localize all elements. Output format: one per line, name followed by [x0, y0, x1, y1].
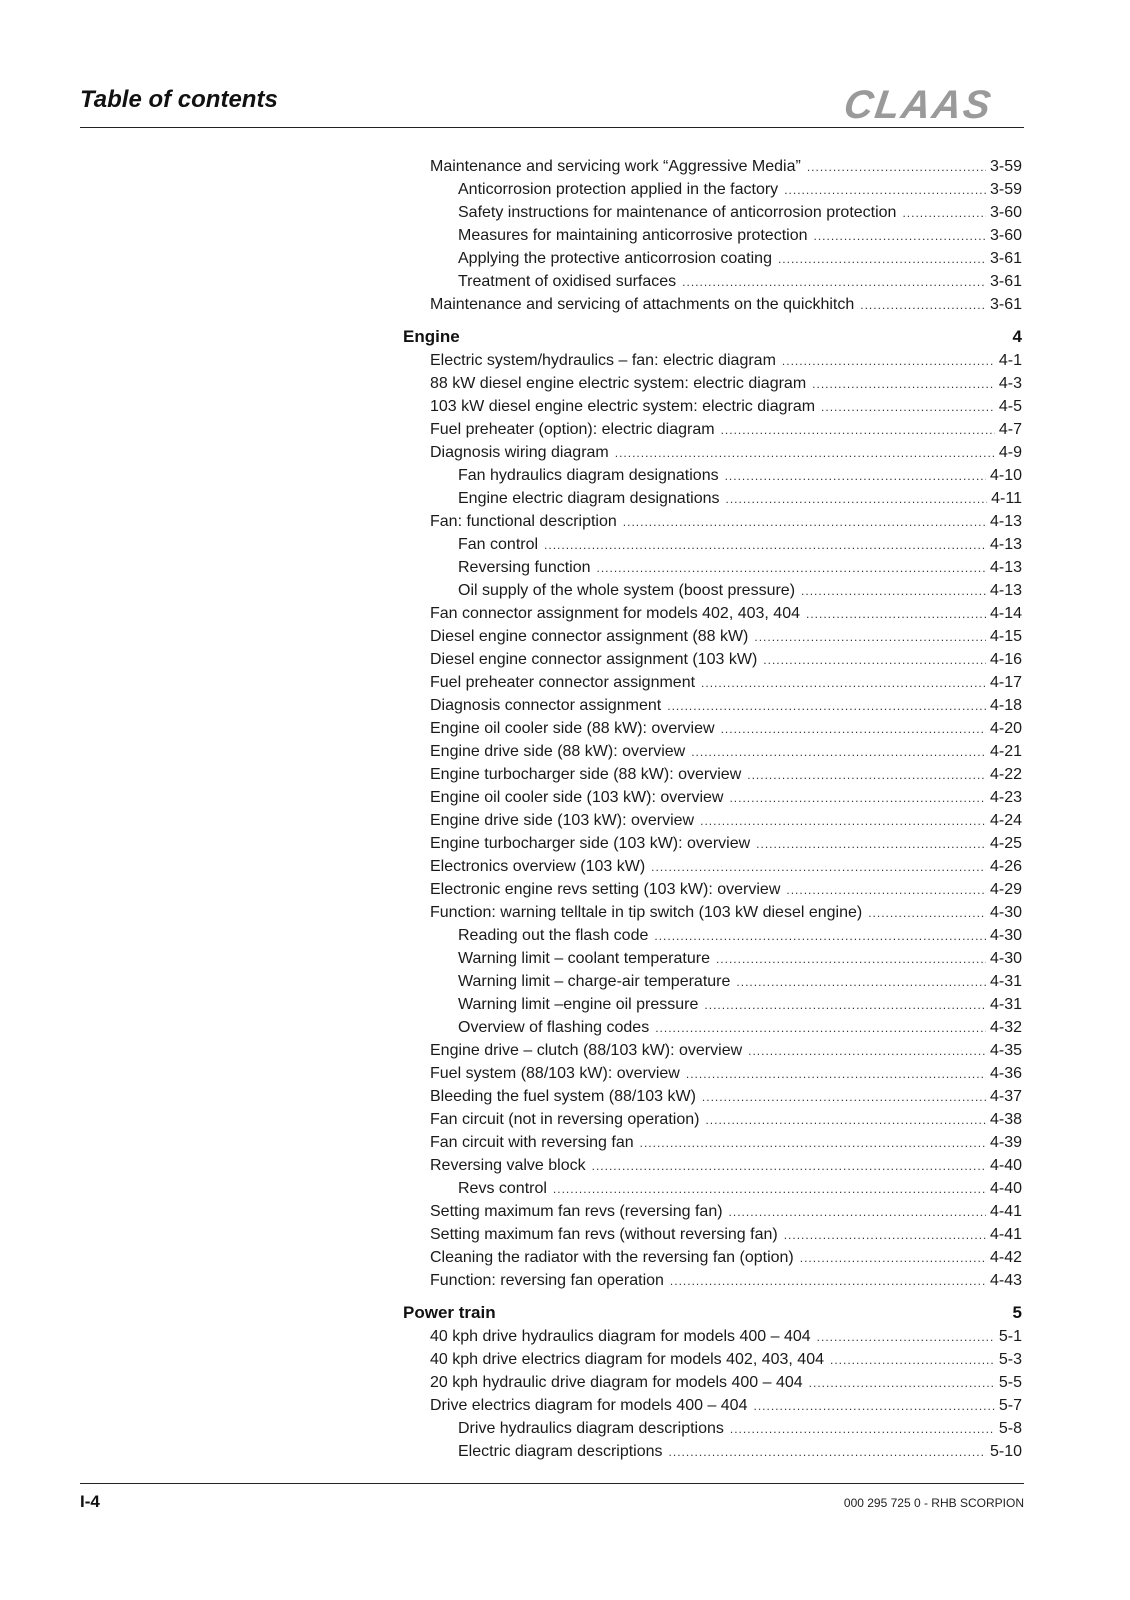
dot-leader [669, 1441, 986, 1463]
toc-entry[interactable] [403, 464, 1022, 487]
entry-page: 4-38 [989, 1111, 1022, 1128]
toc-entry[interactable] [403, 717, 1022, 740]
entry-page: 3-61 [989, 273, 1022, 290]
toc-entry[interactable] [403, 1417, 1022, 1440]
entry-title: Fuel system (88/103 kW): overview [430, 1065, 680, 1082]
dot-leader [736, 971, 986, 993]
entry-title: Reversing valve block [430, 1157, 586, 1174]
entry-page: 4-10 [989, 467, 1022, 484]
toc-entry[interactable] [403, 1223, 1022, 1246]
dot-leader [786, 879, 986, 901]
entry-page: 4-30 [989, 950, 1022, 967]
entry-page: 4-36 [989, 1065, 1022, 1082]
toc-entry[interactable] [403, 993, 1022, 1016]
toc-entry[interactable] [403, 694, 1022, 717]
section-title: Power train [403, 1303, 496, 1322]
entry-title: Fuel preheater connector assignment [430, 674, 696, 691]
entry-title: Function: warning telltale in tip switch (103 kW diesel engine) [430, 904, 863, 921]
entry-page: 4-35 [989, 1042, 1022, 1059]
entry-page: 4-39 [989, 1134, 1022, 1151]
entry-title: Reading out the flash code [458, 927, 649, 944]
dot-leader [716, 948, 986, 970]
entry-page: 4-25 [989, 835, 1022, 852]
dot-leader [597, 557, 986, 579]
toc-entry[interactable] [403, 556, 1022, 579]
entry-page: 4-31 [989, 973, 1022, 990]
entry-title: Electric system/hydraulics – fan: electric diagram [430, 352, 776, 369]
entry-title: 40 kph drive hydraulics diagram for models 400 – 404 [430, 1328, 811, 1345]
dot-leader [784, 179, 986, 201]
entry-page: 4-13 [989, 582, 1022, 599]
section-page: 4 [1012, 327, 1022, 346]
dot-leader [725, 488, 987, 510]
dot-leader [623, 511, 986, 533]
toc-section-heading [403, 1300, 1022, 1325]
toc-entry[interactable] [403, 625, 1022, 648]
dot-leader [700, 810, 986, 832]
page-title: Table of contents [80, 86, 278, 113]
dot-leader [756, 833, 986, 855]
entry-page: 4-14 [989, 605, 1022, 622]
dot-leader [753, 1395, 994, 1417]
toc-entry[interactable] [403, 924, 1022, 947]
dot-leader [782, 350, 995, 372]
toc-entry[interactable] [403, 1016, 1022, 1039]
entry-page: 3-60 [989, 204, 1022, 221]
entry-page: 4-40 [989, 1180, 1022, 1197]
entry-page: 5-10 [989, 1443, 1022, 1460]
entry-page: 4-20 [989, 720, 1022, 737]
entry-title: Engine oil cooler side (103 kW): overview [430, 789, 724, 806]
entry-title: Warning limit – charge-air temperature [458, 973, 731, 990]
toc-entry[interactable] [403, 1200, 1022, 1223]
entry-page: 4-3 [998, 375, 1022, 392]
toc-entry[interactable] [403, 602, 1022, 625]
dot-leader [763, 649, 986, 671]
entry-page: 4-29 [989, 881, 1022, 898]
entry-page: 4-40 [989, 1157, 1022, 1174]
entry-title: Engine oil cooler side (88 kW): overview [430, 720, 715, 737]
toc-entry[interactable] [403, 372, 1022, 395]
dot-leader [902, 202, 986, 224]
dot-leader [817, 1326, 995, 1348]
toc-entry[interactable] [403, 247, 1022, 270]
dot-leader [754, 626, 986, 648]
entry-page: 4-42 [989, 1249, 1022, 1266]
entry-title: Applying the protective anticorrosion coating [458, 250, 772, 267]
dot-leader [721, 718, 986, 740]
entry-title: Fan connector assignment for models 402, 403, 404 [430, 605, 800, 622]
entry-title: 20 kph hydraulic drive diagram for models 400 – 404 [430, 1374, 803, 1391]
entry-title: Engine turbocharger side (103 kW): overview [430, 835, 751, 852]
entry-page: 3-60 [989, 227, 1022, 244]
entry-title: Drive hydraulics diagram descriptions [458, 1420, 724, 1437]
entry-page: 5-7 [998, 1397, 1022, 1414]
toc-entry[interactable] [403, 1371, 1022, 1394]
dot-leader [651, 856, 986, 878]
toc-entry[interactable] [403, 740, 1022, 763]
dot-leader [778, 248, 986, 270]
dot-leader [821, 396, 995, 418]
entry-title: Setting maximum fan revs (reversing fan) [430, 1203, 723, 1220]
entry-page: 4-41 [989, 1226, 1022, 1243]
entry-title: Diagnosis connector assignment [430, 697, 662, 714]
entry-title: Function: reversing fan operation [430, 1272, 664, 1289]
entry-page: 4-43 [989, 1272, 1022, 1289]
entry-title: Engine electric diagram designations [458, 490, 720, 507]
entry-page: 5-5 [998, 1374, 1022, 1391]
toc-entry[interactable] [403, 855, 1022, 878]
toc-entry[interactable] [403, 1348, 1022, 1371]
entry-title: Warning limit – coolant temperature [458, 950, 710, 967]
entry-title: Electronic engine revs setting (103 kW): overview [430, 881, 781, 898]
toc-entry[interactable] [403, 786, 1022, 809]
entry-title: Bleeding the fuel system (88/103 kW) [430, 1088, 696, 1105]
entry-title: Fan control [458, 536, 539, 553]
brand-logo: CLAAS [841, 83, 996, 127]
entry-title: Fan hydraulics diagram designations [458, 467, 719, 484]
entry-title: Fan: functional description [430, 513, 617, 530]
toc-entry[interactable] [403, 1154, 1022, 1177]
entry-title: Maintenance and servicing work “Aggressive Media” [430, 158, 801, 175]
dot-leader [801, 580, 986, 602]
dot-leader [747, 764, 986, 786]
toc-entry[interactable] [403, 293, 1022, 316]
entry-title: Anticorrosion protection applied in the factory [458, 181, 779, 198]
entry-title: Electronics overview (103 kW) [430, 858, 646, 875]
toc-entry[interactable] [403, 1269, 1022, 1292]
entry-page: 4-5 [998, 398, 1022, 415]
dot-leader [730, 1418, 995, 1440]
entry-page: 4-26 [989, 858, 1022, 875]
entry-page: 4-22 [989, 766, 1022, 783]
toc-entry[interactable] [403, 1325, 1022, 1348]
toc-entry[interactable] [403, 832, 1022, 855]
toc-entry[interactable] [403, 970, 1022, 993]
dot-leader [544, 534, 986, 556]
dot-leader [784, 1224, 986, 1246]
toc-entry[interactable] [403, 671, 1022, 694]
dot-leader [682, 271, 986, 293]
entry-title: Warning limit –engine oil pressure [458, 996, 699, 1013]
toc-entry[interactable] [403, 579, 1022, 602]
entry-page: 4-16 [989, 651, 1022, 668]
toc-entry[interactable] [403, 1131, 1022, 1154]
entry-page: 3-61 [989, 296, 1022, 313]
entry-title: Drive electrics diagram for models 400 – 404 [430, 1397, 748, 1414]
entry-title: Cleaning the radiator with the reversing fan (option) [430, 1249, 794, 1266]
entry-title: Reversing function [458, 559, 591, 576]
toc-entry[interactable] [403, 1039, 1022, 1062]
entry-page: 4-11 [991, 490, 1022, 507]
toc-entry[interactable] [403, 1246, 1022, 1269]
dot-leader [860, 294, 986, 316]
entry-page: 4-37 [989, 1088, 1022, 1105]
entry-page: 4-41 [989, 1203, 1022, 1220]
entry-page: 4-17 [989, 674, 1022, 691]
entry-title: Engine turbocharger side (88 kW): overview [430, 766, 742, 783]
entry-title: Revs control [458, 1180, 547, 1197]
entry-title: 88 kW diesel engine electric system: electric diagram [430, 375, 807, 392]
entry-title: Electric diagram descriptions [458, 1443, 663, 1460]
entry-page: 4-9 [998, 444, 1022, 461]
entry-title: Maintenance and servicing of attachments on the quickhitch [430, 296, 855, 313]
dot-leader [725, 465, 986, 487]
toc-entry[interactable] [403, 270, 1022, 293]
entry-page: 5-3 [998, 1351, 1022, 1368]
header-divider [80, 127, 1024, 128]
toc-entry[interactable] [403, 155, 1022, 178]
entry-page: 5-1 [998, 1328, 1022, 1345]
entry-page: 4-13 [989, 536, 1022, 553]
toc-entry[interactable] [403, 1108, 1022, 1131]
toc-entry[interactable] [403, 178, 1022, 201]
toc-entry[interactable] [403, 1085, 1022, 1108]
toc-entry[interactable] [403, 878, 1022, 901]
section-title: Engine [403, 327, 460, 346]
section-page: 5 [1012, 1303, 1022, 1322]
entry-title: Safety instructions for maintenance of anticorrosion protection [458, 204, 897, 221]
entry-page: 4-32 [989, 1019, 1022, 1036]
dot-leader [686, 1063, 986, 1085]
entry-page: 4-21 [989, 743, 1022, 760]
entry-title: Engine drive side (88 kW): overview [430, 743, 686, 760]
dot-leader [748, 1040, 986, 1062]
dot-leader [615, 442, 995, 464]
toc-entry[interactable] [403, 763, 1022, 786]
toc-entry[interactable] [403, 201, 1022, 224]
entry-page: 4-18 [989, 697, 1022, 714]
dot-leader [655, 1017, 986, 1039]
dot-leader [670, 1270, 986, 1292]
toc-section-heading [403, 324, 1022, 349]
toc-entry[interactable] [403, 487, 1022, 510]
toc-entry[interactable] [403, 441, 1022, 464]
dot-leader [691, 741, 986, 763]
dot-leader [729, 1201, 986, 1223]
table-of-contents [403, 155, 1022, 1463]
entry-title: 40 kph drive electrics diagram for models 402, 403, 404 [430, 1351, 824, 1368]
entry-page: 4-15 [989, 628, 1022, 645]
entry-title: 103 kW diesel engine electric system: electric diagram [430, 398, 816, 415]
entry-title: Overview of flashing codes [458, 1019, 650, 1036]
entry-page: 3-59 [989, 181, 1022, 198]
entry-page: 4-1 [998, 352, 1022, 369]
entry-page: 4-13 [989, 559, 1022, 576]
toc-entry[interactable] [403, 1394, 1022, 1417]
dot-leader [553, 1178, 986, 1200]
entry-title: Engine drive side (103 kW): overview [430, 812, 695, 829]
entry-title: Diagnosis wiring diagram [430, 444, 609, 461]
dot-leader [729, 787, 986, 809]
entry-page: 4-30 [989, 927, 1022, 944]
entry-page: 4-24 [989, 812, 1022, 829]
entry-page: 4-7 [998, 421, 1022, 438]
toc-entry[interactable] [403, 1440, 1022, 1463]
toc-entry[interactable] [403, 224, 1022, 247]
entry-page: 5-8 [998, 1420, 1022, 1437]
document-id: 000 295 725 0 - RHB SCORPION [843, 1496, 1024, 1510]
entry-title: Oil supply of the whole system (boost pressure) [458, 582, 796, 599]
dot-leader [592, 1155, 986, 1177]
entry-title: Fan circuit (not in reversing operation) [430, 1111, 700, 1128]
dot-leader [654, 925, 986, 947]
entry-page: 4-30 [989, 904, 1022, 921]
toc-entry[interactable] [403, 947, 1022, 970]
toc-entry[interactable] [403, 1062, 1022, 1085]
toc-entry[interactable] [403, 901, 1022, 924]
toc-entry[interactable] [403, 395, 1022, 418]
toc-entry[interactable] [403, 510, 1022, 533]
toc-entry[interactable] [403, 533, 1022, 556]
toc-entry[interactable] [403, 648, 1022, 671]
dot-leader [667, 695, 986, 717]
entry-title: Diesel engine connector assignment (103 kW) [430, 651, 758, 668]
toc-entry[interactable] [403, 418, 1022, 441]
entry-page: 3-59 [989, 158, 1022, 175]
entry-title: Treatment of oxidised surfaces [458, 273, 677, 290]
dot-leader [812, 373, 995, 395]
dot-leader [830, 1349, 995, 1371]
entry-title: Measures for maintaining anticorrosive protection [458, 227, 808, 244]
dot-leader [705, 1109, 986, 1131]
dot-leader [704, 994, 986, 1016]
toc-entry[interactable] [403, 809, 1022, 832]
dot-leader [640, 1132, 986, 1154]
entry-page: 4-13 [989, 513, 1022, 530]
dot-leader [702, 1086, 986, 1108]
page-number: I-4 [80, 1492, 100, 1511]
dot-leader [806, 603, 986, 625]
dot-leader [814, 225, 986, 247]
entry-title: Fuel preheater (option): electric diagram [430, 421, 715, 438]
entry-title: Fan circuit with reversing fan [430, 1134, 634, 1151]
entry-title: Diesel engine connector assignment (88 kW) [430, 628, 749, 645]
entry-title: Setting maximum fan revs (without reversing fan) [430, 1226, 778, 1243]
toc-entry[interactable] [403, 349, 1022, 372]
dot-leader [721, 419, 995, 441]
footer-divider [80, 1483, 1024, 1484]
entry-page: 3-61 [989, 250, 1022, 267]
dot-leader [868, 902, 986, 924]
dot-leader [809, 1372, 995, 1394]
entry-page: 4-31 [989, 996, 1022, 1013]
dot-leader [807, 156, 986, 178]
entry-page: 4-23 [989, 789, 1022, 806]
entry-title: Engine drive – clutch (88/103 kW): overview [430, 1042, 743, 1059]
dot-leader [800, 1247, 986, 1269]
dot-leader [701, 672, 986, 694]
toc-entry[interactable] [403, 1177, 1022, 1200]
